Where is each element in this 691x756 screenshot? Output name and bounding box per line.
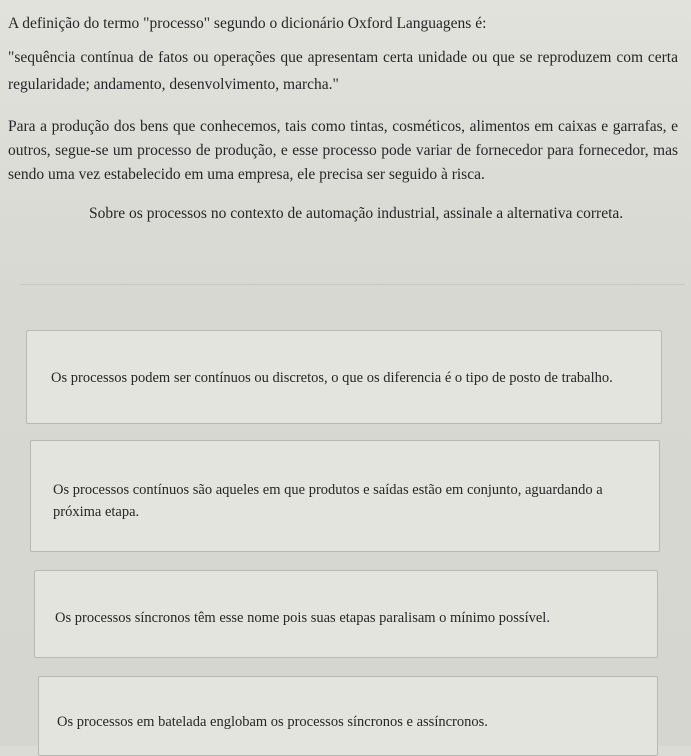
answer-option-a[interactable] <box>26 330 662 424</box>
question-prompt: Sobre os processos no contexto de automação industrial, assinale a alternativa correta. <box>89 205 624 222</box>
divider <box>20 284 685 285</box>
answer-option-b[interactable] <box>30 440 660 552</box>
answer-option-d[interactable] <box>38 676 658 756</box>
question-intro <box>8 14 678 34</box>
intro-text: A definição do termo "processo" segundo o dicionário Oxford Languagens é: <box>8 15 487 32</box>
answer-option-text: Os processos contínuos são aqueles em que produtos e saídas estão em conjunto, aguardando a próxima etapa. <box>53 482 603 520</box>
question-body: Para a produção dos bens que conhecemos, tais como tintas, cosméticos, alimentos em caixas e garrafas, e outros, segue-se um processo de produção, e esse processo pode variar de fornecedor para fornecedor, mas sendo uma vez estabelecido em uma empresa, ele precisa ser seguido à risca. <box>8 118 678 183</box>
answer-option-text: Os processos síncronos têm esse nome pois suas etapas paralisam o mínimo possível. <box>55 610 550 626</box>
answer-option-text: Os processos podem ser contínuos ou discretos, o que os diferencia é o tipo de posto de trabalho. <box>51 370 613 386</box>
answer-option-text: Os processos em batelada englobam os processos síncronos e assíncronos. <box>57 714 488 730</box>
dictionary-quote: "sequência contínua de fatos ou operações que apresentam certa unidade ou que se reproduzem com certa regularidade; andamento, desenvolvimento, marcha." <box>8 49 678 93</box>
answer-option-c[interactable] <box>34 570 658 658</box>
